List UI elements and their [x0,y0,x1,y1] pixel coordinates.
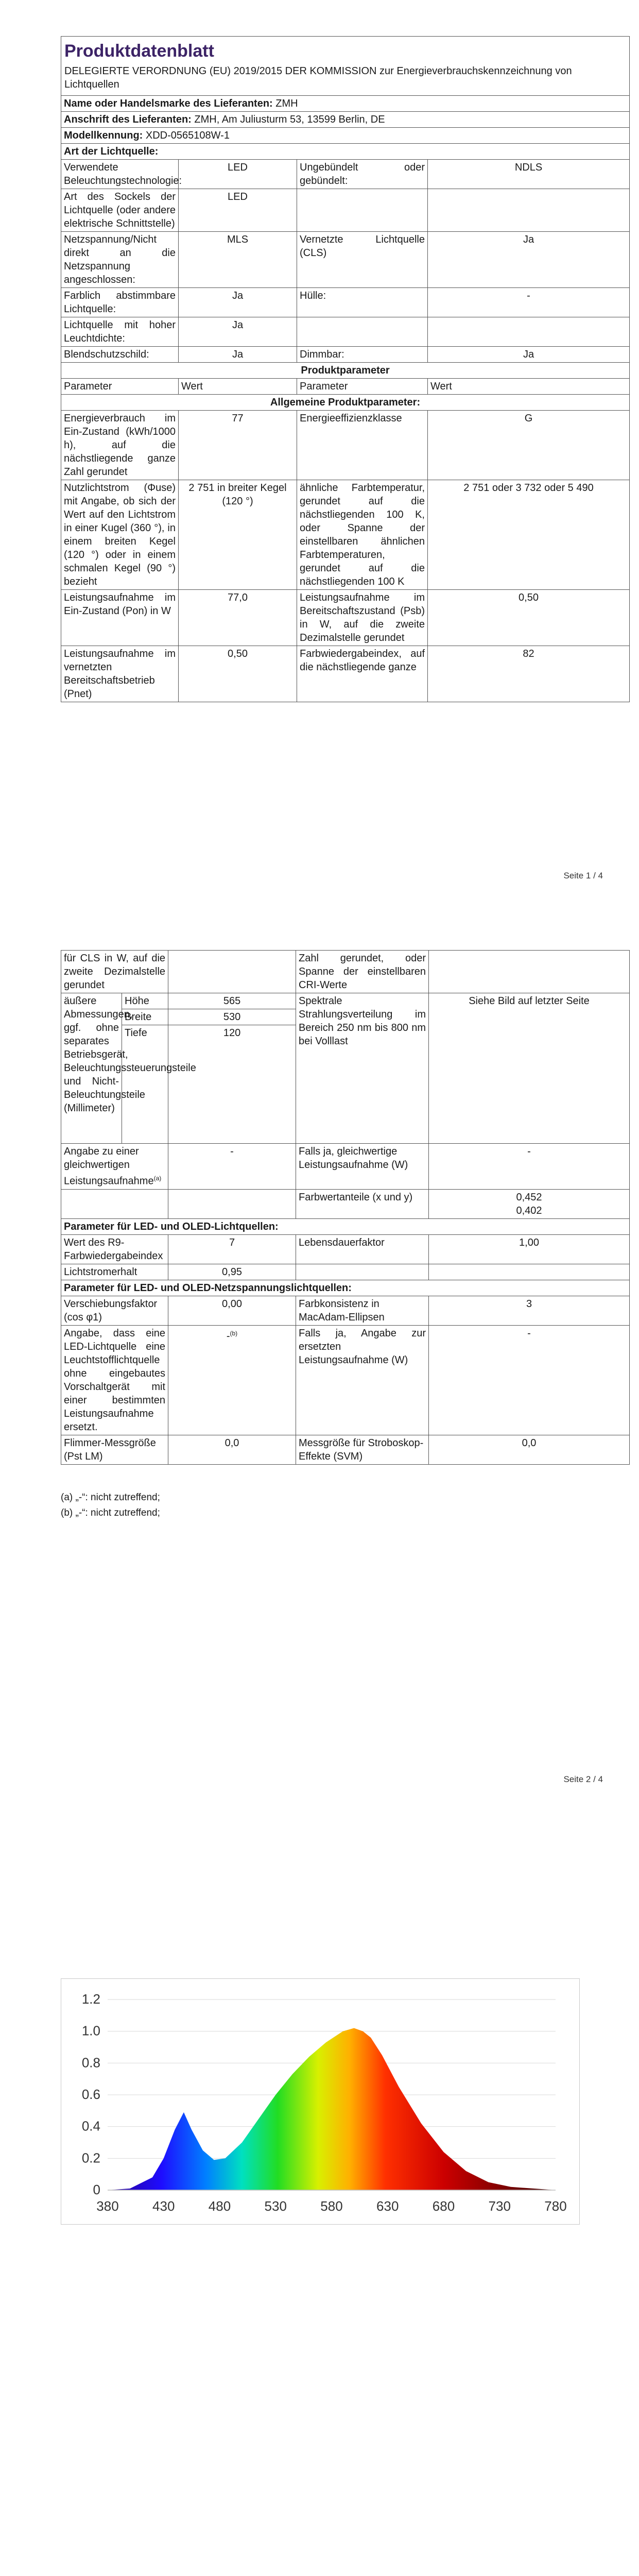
pnet-label-cont: für CLS in W, auf die zweite Dezimalstelle gerundet [61,951,168,993]
tunable-label: Farblich abstimmbare Lichtquelle: [61,288,179,317]
page-number: Seite 2 / 4 [563,1774,603,1784]
x-tick-label: 380 [96,2198,119,2214]
equivalent-power-label: Falls ja, gleichwertige Leistungsaufnahme (W) [296,1144,429,1190]
dimensions-label: äußere Abmessungen, ggf. ohne separates Betriebsgerät, Beleuchtungssteuerungsteile und Nicht-Beleuchtungsteile (Millimeter) [61,993,122,1144]
energy-class-value: G [428,411,630,480]
x-tick-label: 780 [544,2198,567,2214]
depth-value: 120 [168,1025,296,1144]
lumen-maintenance-value: 0,95 [168,1264,296,1280]
equivalent-label: Angabe zu einer gleichwertigen Leistungsaufnahme$^{(a)}$ [61,1144,168,1190]
footnote-b: (b) „-“: nicht zutreffend; [61,1507,160,1518]
dimmable-label: Dimmbar: [297,347,428,363]
y-tick-label: 0.4 [81,2118,100,2134]
y-tick-label: 0.2 [81,2150,100,2166]
psb-label: Leistungsaufnahme im Bereitschaftszustand (Psb) in W, auf die zweite Dezimalstelle gerundet [297,590,428,646]
flicker-label: Flimmer-Messgröße (Pst LM) [61,1435,168,1464]
cls-label: Vernetzte Lichtquelle (CLS) [297,232,428,288]
mains-label: Netzspannung/Nicht direkt an die Netzspannung angeschlossen: [61,232,179,288]
energy-value: 77 [179,411,297,480]
x-tick-label: 580 [320,2198,343,2214]
psb-value: 0,50 [428,590,630,646]
x-tick-label: 730 [488,2198,511,2214]
cls-value: Ja [428,232,630,288]
survival-label: Lebensdauerfaktor [296,1234,429,1264]
mains-value: MLS [179,232,297,288]
page-number: Seite 1 / 4 [563,871,603,880]
page-title: Produktdatenblatt [64,41,214,61]
macadam-label: Farbkonsistenz in MacAdam-Ellipsen [296,1296,429,1325]
y-tick-label: 0.8 [81,2055,100,2071]
depth-label: Tiefe [122,1025,168,1144]
glare-value: Ja [179,347,297,363]
tunable-value: Ja [179,288,297,317]
chromaticity-value: 0,452 0,402 [429,1189,630,1218]
spd-label: Spektrale Strahlungsverteilung im Bereich 250 nm bis 800 nm bei Volllast [296,993,429,1144]
flicker-value: 0,0 [168,1435,296,1464]
stroboscopic-label: Messgröße für Stroboskop-Effekte (SVM) [296,1435,429,1464]
page-2 [0,904,639,1807]
directional-label: Ungebündelt oder gebündelt: [297,160,428,189]
equivalent-value: - [168,1144,296,1190]
value-header-2: Wert [428,379,630,395]
hl-value: Ja [179,317,297,347]
envelope-label: Hülle: [297,288,428,317]
product-datasheet-table-page2 [61,950,630,1465]
supplier-address-label: Anschrift des Lieferanten: [64,114,192,125]
power-factor-value: 0,00 [168,1296,296,1325]
stroboscopic-value: 0,0 [429,1435,630,1464]
flux-label: Nutzlichtstrom (Φuse) mit Angabe, ob sich der Wert auf den Lichtstrom in einer Kugel (360 °), in einem breiten Kegel (120 °) oder in einem schmalen Kegel (90 °) bezieht [61,480,179,590]
hl-label: Lichtquelle mit hoher Leuchtdichte: [61,317,179,347]
led-parameters-header: Parameter für LED- und OLED-Lichtquellen: [61,1218,630,1234]
replacement-power-value: - [429,1325,630,1435]
power-factor-label: Verschiebungsfaktor (cos φ1) [61,1296,168,1325]
envelope-value: - [428,288,630,317]
replacement-power-label: Falls ja, Angabe zur ersetzten Leistungsaufnahme (W) [296,1325,429,1435]
replacement-label: Angabe, dass eine LED-Lichtquelle eine Leuchtstofflichtquelle ohne eingebautes Vorschaltgerät mit einer bestimmten Leistungsaufnahme ersetzt. [61,1325,168,1435]
x-tick-label: 680 [432,2198,455,2214]
r9-label: Wert des R9-Farbwiedergabeindex [61,1234,168,1264]
glare-label: Blendschutzschild: [61,347,179,363]
lumen-maintenance-label: Lichtstromerhalt [61,1264,168,1280]
height-value: 565 [168,993,296,1009]
directional-value: NDLS [428,160,630,189]
pon-value: 77,0 [179,590,297,646]
pnet-label: Leistungsaufnahme im vernetzten Bereitschaftsbetrieb (Pnet) [61,646,179,702]
height-label: Höhe [122,993,168,1009]
supplier-address-value: ZMH, Am Juliusturm 53, 13599 Berlin, DE [194,114,385,125]
x-tick-label: 430 [152,2198,175,2214]
flux-value: 2 751 in breiter Kegel (120 °) [179,480,297,590]
energy-label: Energieverbrauch im Ein-Zustand (kWh/1000 h), auf die nächstliegende ganze Zahl gerundet [61,411,179,480]
supplier-name-label: Name oder Handelsmarke des Lieferanten: [64,98,273,109]
y-tick-label: 1.0 [81,2023,100,2039]
socket-value: LED [179,189,297,232]
parameter-header: Parameter [61,379,179,395]
socket-label: Art des Sockels der Lichtquelle (oder andere elektrische Schnittstelle) [61,189,179,232]
survival-value: 1,00 [429,1234,630,1264]
cct-value: 2 751 oder 3 732 oder 5 490 [428,480,630,590]
dimmable-value: Ja [428,347,630,363]
r9-value: 7 [168,1234,296,1264]
chromaticity-label: Farbwertanteile (x und y) [296,1189,429,1218]
model-value: XDD-0565108W-1 [145,130,230,141]
product-datasheet-table-page1 [61,36,630,702]
model-label: Modellkennung: [64,130,143,141]
energy-class-label: Energieeffizienzklasse [297,411,428,480]
product-parameters-header: Produktparameter [61,363,630,379]
x-tick-label: 480 [208,2198,231,2214]
page-1 [0,0,639,904]
general-parameters-header: Allgemeine Produktparameter: [61,395,630,411]
tech-label: Verwendete Beleuchtungstechnologie: [61,160,179,189]
mls-parameters-header: Parameter für LED- und OLED-Netzspannungslichtquellen: [61,1280,630,1296]
pon-label: Leistungsaufnahme im Ein-Zustand (Pon) in W [61,590,179,646]
spd-value: Siehe Bild auf letzter Seite [429,993,630,1144]
light-source-type-header: Art der Lichtquelle: [61,144,630,160]
x-tick-label: 530 [264,2198,287,2214]
supplier-name-value: ZMH [275,98,298,109]
x-tick-label: 630 [376,2198,399,2214]
width-label: Breite [122,1009,168,1025]
spectral-distribution-chart [61,1978,580,2225]
value-header: Wert [179,379,297,395]
pnet-value: 0,50 [179,646,297,702]
y-tick-label: 1.2 [81,1991,100,2007]
macadam-value: 3 [429,1296,630,1325]
y-tick-label: 0 [93,2182,100,2197]
cri-value: 82 [428,646,630,702]
replacement-value: -$^{(b)}$ [168,1325,296,1435]
parameter-header-2: Parameter [297,379,428,395]
cct-label: ähnliche Farbtemperatur, gerundet auf die nächstliegenden 100 K, oder Spanne der einstellbaren ähnlichen Farbtemperaturen, gerundet auf die nächstliegenden 100 K [297,480,428,590]
y-tick-label: 0.6 [81,2087,100,2102]
spectrum-area [108,2028,556,2191]
equivalent-power-value: - [429,1144,630,1190]
regulation-text: DELEGIERTE VERORDNUNG (EU) 2019/2015 DER KOMMISSION zur Energieverbrauchskennzeichnung von Lichtquellen [64,65,572,90]
footnote-a: (a) „-“: nicht zutreffend; [61,1492,160,1503]
tech-value: LED [179,160,297,189]
cri-label-cont: Zahl gerundet, oder Spanne der einstellbaren CRI-Werte [296,951,429,993]
spectrum-chart-svg [61,1979,579,2224]
width-value: 530 [168,1009,296,1025]
cri-label: Farbwiedergabeindex, auf die nächstliegende ganze [297,646,428,702]
